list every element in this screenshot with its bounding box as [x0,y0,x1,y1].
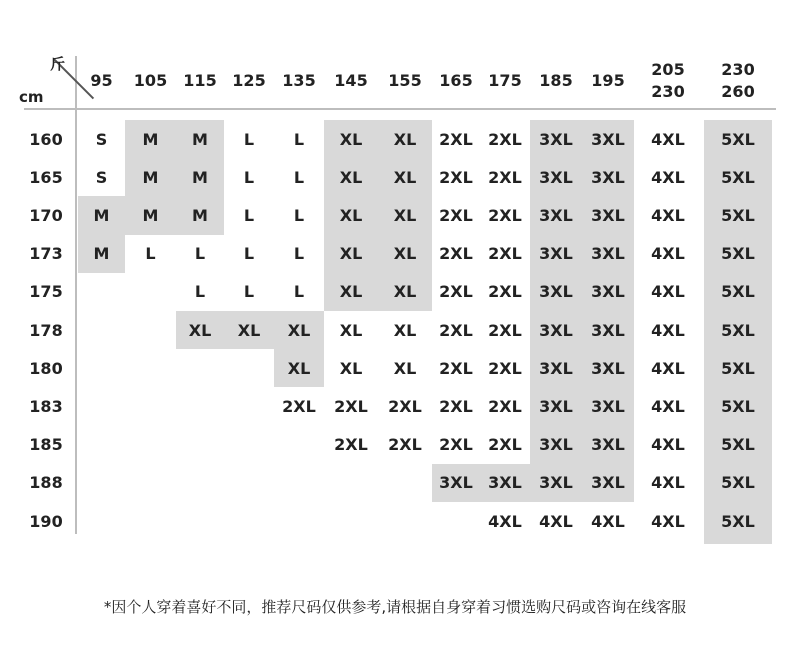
size-cell: 5XL [721,358,755,378]
weight-header [176,58,224,104]
weight-header [480,58,530,104]
size-cell: 3XL [539,282,573,302]
size-cell: L [243,244,255,264]
size-cell: 3XL [591,167,625,187]
weight-header [530,58,582,104]
size-cell: 3XL [439,473,473,493]
size-cell: XL [393,282,417,302]
size-cell: 4XL [651,320,685,340]
size-cell: L [243,167,255,187]
size-cell: L [293,244,305,264]
size-cell: 2XL [439,320,473,340]
size-cell: 3XL [539,320,573,340]
height-header: 183 [29,396,63,416]
size-cell: 2XL [488,358,522,378]
height-header: 190 [29,511,63,531]
size-cell: M [142,205,159,225]
size-cell: 2XL [439,129,473,149]
size-cell: 2XL [282,396,316,416]
weight-header-line: 105 [133,71,168,90]
weight-header-line: 195 [591,71,625,90]
weight-header-line: 155 [388,71,422,90]
size-cell: L [145,244,156,264]
size-cell: 4XL [651,205,685,225]
weight-header-line: 230 [651,82,685,101]
size-cell: L [293,205,305,225]
size-cell: 2XL [439,205,473,225]
size-cell: 3XL [591,320,625,340]
size-cell: XL [339,167,363,187]
weight-header [274,58,324,104]
height-column-divider [75,56,77,534]
size-cell: XL [393,167,417,187]
weight-header [640,58,696,104]
size-cell: 2XL [488,435,522,455]
height-header: 170 [29,205,63,225]
size-cell: 2XL [439,244,473,264]
size-cell: 2XL [439,435,473,455]
height-header: 188 [29,473,63,493]
size-cell: M [192,129,208,149]
size-cell: M [192,167,208,187]
size-cell: 4XL [651,358,685,378]
size-cell: 4XL [651,435,685,455]
size-cell: XL [237,320,261,340]
size-cell: 3XL [591,396,625,416]
weight-header-line: 260 [721,82,755,101]
size-cell: 5XL [721,396,755,416]
size-cell: 2XL [439,358,473,378]
weight-header [224,58,274,104]
size-cell: 2XL [334,435,368,455]
size-cell: L [243,129,255,149]
height-header: 180 [29,358,63,378]
weight-header [582,58,634,104]
size-cell: 3XL [539,244,573,264]
weight-header-line: 95 [90,71,113,90]
size-cell: XL [287,358,311,378]
size-cell: XL [339,320,363,340]
size-cell: 4XL [651,396,685,416]
weight-header [432,58,480,104]
size-cell: L [243,205,255,225]
size-cell: 2XL [439,282,473,302]
size-cell: XL [339,129,363,149]
size-cell: XL [287,320,311,340]
weight-header-line: 205 [651,60,685,79]
size-cell: 3XL [591,473,625,493]
size-cell: 2XL [488,205,522,225]
size-cell: 3XL [539,167,573,187]
size-cell: 3XL [591,244,625,264]
size-cell: 4XL [651,473,685,493]
weight-unit-label: 斤 [50,55,66,73]
size-cell: XL [339,282,363,302]
size-cell: L [293,129,305,149]
size-cell: 3XL [591,205,625,225]
weight-header-line: 230 [721,60,755,79]
header-divider [24,108,776,110]
size-cell: S [95,167,108,187]
size-cell: 3XL [591,282,625,302]
height-header: 173 [29,244,63,264]
size-cell: 3XL [591,358,625,378]
height-header: 160 [29,129,63,149]
size-cell: XL [393,129,417,149]
size-cell: 3XL [539,129,573,149]
size-cell: 2XL [488,129,522,149]
height-header: 178 [29,320,63,340]
size-cell: M [142,129,159,149]
height-header: 175 [29,282,63,302]
size-cell: 2XL [439,167,473,187]
size-cell: 3XL [539,435,573,455]
height-header: 185 [29,435,63,455]
size-cell: 2XL [334,396,368,416]
size-cell: 5XL [721,129,755,149]
size-cell: 5XL [721,320,755,340]
size-cell: L [194,282,206,302]
weight-header-line: 135 [282,71,316,90]
size-cell: XL [393,244,417,264]
size-cell: 4XL [591,511,625,531]
size-cell: 5XL [721,244,755,264]
size-cell: XL [393,205,417,225]
size-cell: 2XL [488,244,522,264]
size-cell: XL [393,358,417,378]
weight-header-line: 165 [439,71,473,90]
size-cell: 2XL [388,435,422,455]
size-cell: M [142,167,159,187]
size-cell: L [194,244,206,264]
size-cell: L [293,167,305,187]
size-cell: M [93,205,110,225]
size-cell: M [93,244,110,264]
size-cell: 2XL [488,320,522,340]
size-cell: 3XL [539,396,573,416]
size-cell: 4XL [651,282,685,302]
size-cell: S [95,129,108,149]
weight-header [78,58,125,104]
size-cell: 2XL [488,282,522,302]
weight-header-line: 175 [488,71,522,90]
size-cell: 3XL [591,435,625,455]
size-cell: XL [339,244,363,264]
weight-header [704,58,772,104]
size-cell: 3XL [591,129,625,149]
size-cell: 4XL [651,511,685,531]
size-cell: 5XL [721,435,755,455]
weight-header-line: 115 [183,71,217,90]
size-cell: L [243,282,255,302]
size-cell: 2XL [388,396,422,416]
height-unit-label: cm [19,88,44,106]
size-cell: 2XL [488,396,522,416]
weight-header-line: 185 [539,71,573,90]
size-cell: 3XL [539,473,573,493]
size-cell: 5XL [721,473,755,493]
size-cell: 2XL [439,396,473,416]
size-cell: XL [339,358,363,378]
weight-header-line: 125 [232,71,266,90]
size-cell: 5XL [721,205,755,225]
weight-header-line: 145 [334,71,368,90]
size-cell: 4XL [651,167,685,187]
size-cell: 3XL [539,205,573,225]
weight-header [324,58,378,104]
height-header: 165 [29,167,63,187]
size-cell: 5XL [721,167,755,187]
size-cell: 4XL [651,244,685,264]
size-cell: 4XL [488,511,522,531]
size-cell: XL [393,320,417,340]
size-cell: XL [339,205,363,225]
size-cell: 3XL [539,358,573,378]
size-cell: 3XL [488,473,522,493]
size-cell: 4XL [539,511,573,531]
size-cell: 5XL [721,511,755,531]
size-cell: 5XL [721,282,755,302]
weight-header [125,58,176,104]
size-cell: 4XL [651,129,685,149]
size-cell: 2XL [488,167,522,187]
footnote: *因个人穿着喜好不同，推荐尺码仅供参考,请根据自身穿着习惯选购尺码或咨询在线客服 [103,598,687,616]
size-cell: XL [188,320,212,340]
size-cell: M [192,205,208,225]
weight-header [378,58,432,104]
size-cell: L [293,282,305,302]
